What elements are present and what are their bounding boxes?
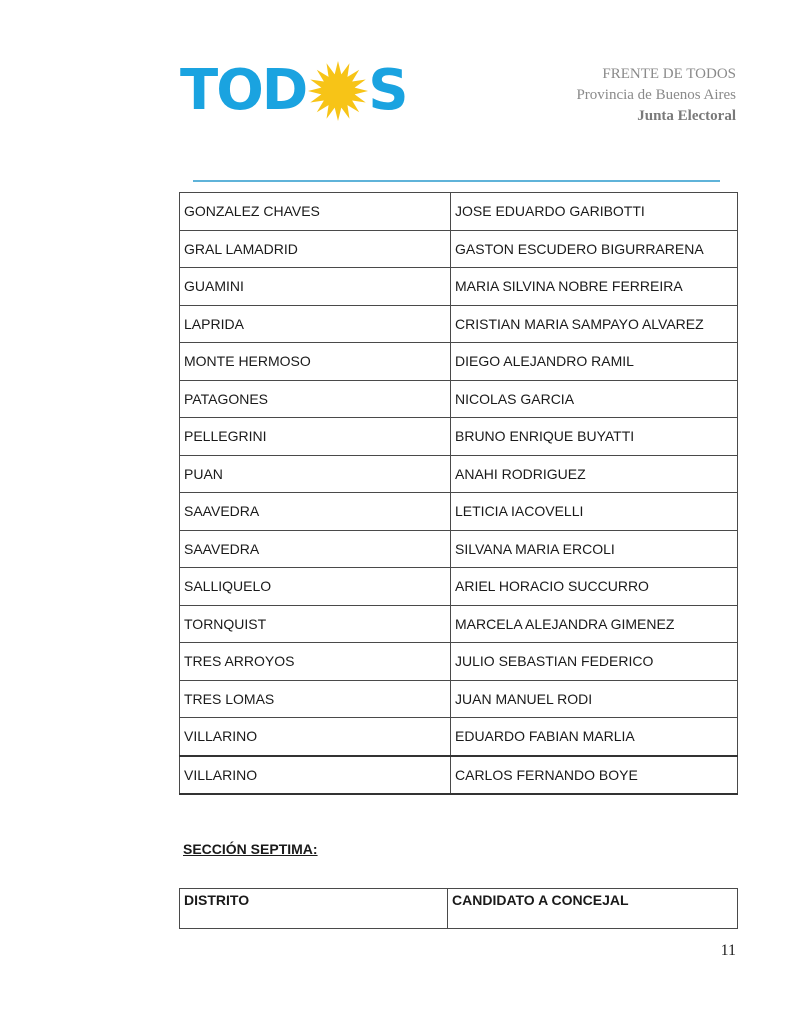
table-row bbox=[180, 718, 738, 756]
candidate-cell: JUAN MANUEL RODI bbox=[451, 680, 738, 718]
section-table bbox=[179, 888, 738, 929]
candidate-cell: CARLOS FERNANDO BOYE bbox=[451, 756, 738, 795]
candidate-cell: LETICIA IACOVELLI bbox=[451, 493, 738, 531]
district-cell: GUAMINI bbox=[180, 268, 451, 306]
table-row bbox=[180, 605, 738, 643]
table-row bbox=[180, 343, 738, 381]
page-number: 11 bbox=[720, 942, 736, 959]
header-candidate: CANDIDATO A CONCEJAL bbox=[448, 889, 738, 929]
candidate-cell: SILVANA MARIA ERCOLI bbox=[451, 530, 738, 568]
table-row bbox=[180, 680, 738, 718]
candidate-cell: JOSE EDUARDO GARIBOTTI bbox=[451, 193, 738, 231]
candidate-cell: CRISTIAN MARIA SAMPAYO ALVAREZ bbox=[451, 305, 738, 343]
logo-text-left: TOD bbox=[180, 58, 307, 123]
org-body: Junta Electoral bbox=[637, 108, 736, 124]
table-row bbox=[180, 380, 738, 418]
candidate-cell: ANAHI RODRIGUEZ bbox=[451, 455, 738, 493]
candidate-cell: GASTON ESCUDERO BIGURRARENA bbox=[451, 230, 738, 268]
header-district: DISTRITO bbox=[180, 889, 448, 929]
table-row bbox=[180, 568, 738, 606]
org-name: FRENTE DE TODOS bbox=[602, 66, 736, 82]
table-row bbox=[180, 643, 738, 681]
candidates-table bbox=[179, 192, 738, 795]
candidate-cell: EDUARDO FABIAN MARLIA bbox=[451, 718, 738, 756]
district-cell: MONTE HERMOSO bbox=[180, 343, 451, 381]
candidate-cell: BRUNO ENRIQUE BUYATTI bbox=[451, 418, 738, 456]
table-header-row bbox=[180, 889, 738, 929]
district-cell: TORNQUIST bbox=[180, 605, 451, 643]
district-cell: TRES LOMAS bbox=[180, 680, 451, 718]
table-row bbox=[180, 305, 738, 343]
table-row bbox=[180, 418, 738, 456]
logo-text-right: S bbox=[368, 58, 407, 123]
section-title: SECCIÓN SEPTIMA: bbox=[183, 841, 318, 857]
sun-icon bbox=[306, 59, 370, 123]
district-cell: GRAL LAMADRID bbox=[180, 230, 451, 268]
table-row bbox=[180, 530, 738, 568]
district-cell: PATAGONES bbox=[180, 380, 451, 418]
district-cell: TRES ARROYOS bbox=[180, 643, 451, 681]
candidate-cell: MARIA SILVINA NOBRE FERREIRA bbox=[451, 268, 738, 306]
district-cell: SAAVEDRA bbox=[180, 530, 451, 568]
organization-header bbox=[576, 64, 736, 127]
district-cell: SAAVEDRA bbox=[180, 493, 451, 531]
table-row bbox=[180, 756, 738, 795]
todos-logo bbox=[180, 58, 407, 124]
candidate-cell: DIEGO ALEJANDRO RAMIL bbox=[451, 343, 738, 381]
district-cell: VILLARINO bbox=[180, 756, 451, 795]
candidate-cell: JULIO SEBASTIAN FEDERICO bbox=[451, 643, 738, 681]
district-cell: GONZALEZ CHAVES bbox=[180, 193, 451, 231]
table-row bbox=[180, 230, 738, 268]
header-divider bbox=[193, 180, 720, 182]
district-cell: PUAN bbox=[180, 455, 451, 493]
table-row bbox=[180, 268, 738, 306]
table-row bbox=[180, 493, 738, 531]
org-province: Provincia de Buenos Aires bbox=[576, 87, 736, 103]
candidate-cell: ARIEL HORACIO SUCCURRO bbox=[451, 568, 738, 606]
district-cell: SALLIQUELO bbox=[180, 568, 451, 606]
candidate-cell: NICOLAS GARCIA bbox=[451, 380, 738, 418]
district-cell: VILLARINO bbox=[180, 718, 451, 756]
table-row bbox=[180, 193, 738, 231]
district-cell: LAPRIDA bbox=[180, 305, 451, 343]
candidate-cell: MARCELA ALEJANDRA GIMENEZ bbox=[451, 605, 738, 643]
district-cell: PELLEGRINI bbox=[180, 418, 451, 456]
table-row bbox=[180, 455, 738, 493]
